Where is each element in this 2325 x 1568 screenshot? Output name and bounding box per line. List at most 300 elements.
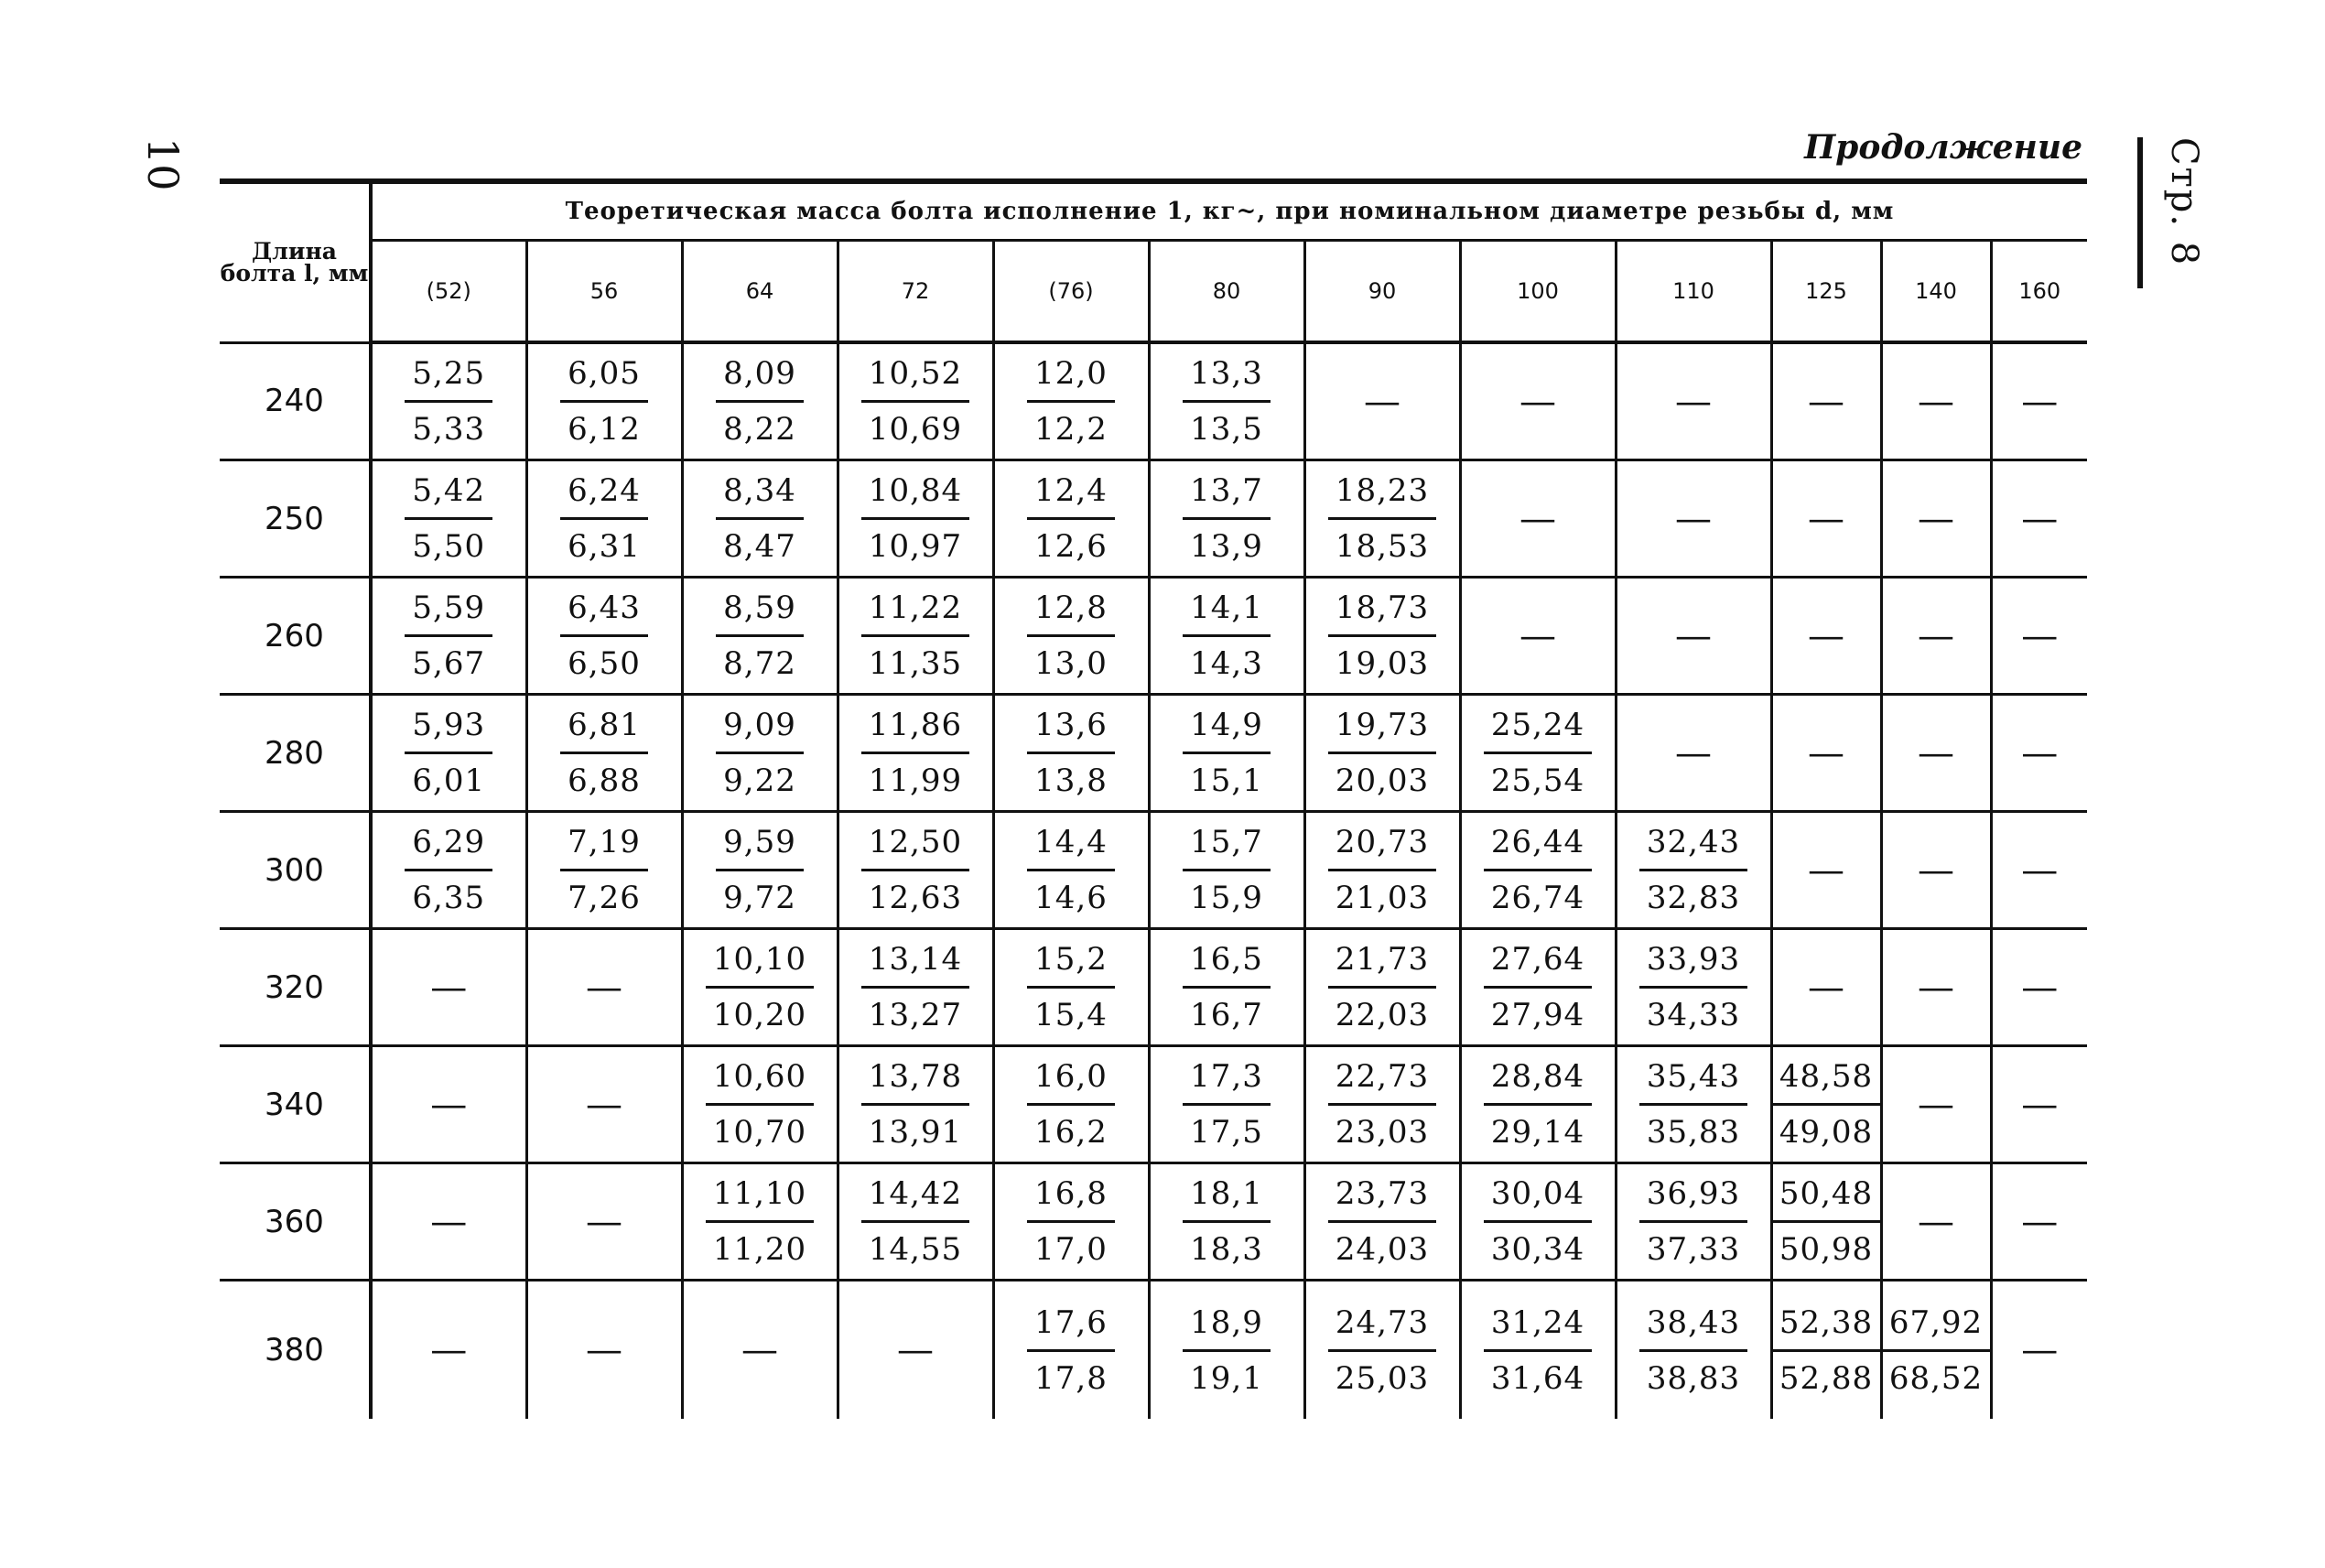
table-row bbox=[220, 695, 2087, 812]
mass-value-pair bbox=[1306, 581, 1459, 690]
mass-cell bbox=[1460, 812, 1616, 929]
mass-cell bbox=[526, 1163, 682, 1281]
mass-value-lower: 14,55 bbox=[868, 1231, 963, 1268]
mass-value-lower: 11,35 bbox=[868, 645, 963, 682]
empty-value-dash: — bbox=[2021, 614, 2059, 657]
diameter-header: (76) bbox=[993, 241, 1149, 343]
mass-cell bbox=[1771, 460, 1881, 578]
mass-value-lower: 16,7 bbox=[1190, 997, 1263, 1033]
mass-cell bbox=[1616, 812, 1771, 929]
bolt-length-cell: 320 bbox=[220, 929, 371, 1046]
mass-value-pair bbox=[1306, 464, 1459, 573]
mass-value-upper: 6,29 bbox=[405, 816, 492, 871]
mass-value-upper: 11,86 bbox=[861, 698, 969, 754]
mass-cell bbox=[1771, 578, 1881, 695]
mass-value-lower: 49,08 bbox=[1779, 1114, 1874, 1151]
mass-value-upper: 13,7 bbox=[1183, 464, 1271, 520]
mass-value-pair bbox=[373, 347, 525, 456]
empty-value-dash: — bbox=[2021, 497, 2059, 540]
mass-value-lower: 17,5 bbox=[1190, 1114, 1263, 1151]
mass-value-upper: 14,1 bbox=[1183, 581, 1271, 637]
mass-cell bbox=[1616, 1281, 1771, 1420]
mass-value-pair bbox=[1151, 816, 1303, 925]
diameter-header: 90 bbox=[1304, 241, 1460, 343]
mass-value-pair bbox=[1306, 698, 1459, 807]
mass-value-lower: 31,64 bbox=[1490, 1359, 1585, 1397]
mass-value-lower: 18,3 bbox=[1190, 1231, 1263, 1268]
mass-value-upper: 11,10 bbox=[706, 1167, 814, 1223]
mass-value-upper: 18,9 bbox=[1183, 1296, 1271, 1352]
mass-value-lower: 22,03 bbox=[1335, 997, 1430, 1033]
mass-value-pair bbox=[1151, 1296, 1303, 1405]
mass-cell bbox=[1991, 1281, 2087, 1420]
mass-cell bbox=[1460, 1281, 1616, 1420]
mass-cell bbox=[1304, 1163, 1460, 1281]
mass-value-lower: 15,9 bbox=[1190, 880, 1263, 916]
empty-value-dash: — bbox=[1675, 380, 1712, 423]
mass-value-pair bbox=[995, 1167, 1148, 1276]
mass-value-lower: 12,2 bbox=[1034, 411, 1108, 448]
mass-value-lower: 68,52 bbox=[1888, 1359, 1984, 1397]
mass-value-pair bbox=[1617, 1167, 1770, 1276]
mass-cell bbox=[682, 460, 838, 578]
mass-value-upper: 7,19 bbox=[560, 816, 648, 871]
table-row bbox=[220, 342, 2087, 460]
empty-value-dash: — bbox=[1808, 731, 1844, 774]
mass-value-pair bbox=[684, 1167, 837, 1276]
mass-cell bbox=[526, 812, 682, 929]
mass-value-lower: 13,91 bbox=[868, 1114, 963, 1151]
mass-value-pair bbox=[839, 464, 992, 573]
mass-value-pair bbox=[684, 816, 837, 925]
mass-cell bbox=[993, 1281, 1149, 1420]
mass-value-lower: 50,98 bbox=[1779, 1231, 1874, 1268]
mass-cell bbox=[526, 1281, 682, 1420]
mass-value-pair bbox=[995, 1050, 1148, 1159]
mass-cell bbox=[993, 342, 1149, 460]
mass-value-pair bbox=[1462, 1167, 1615, 1276]
mass-value-pair bbox=[684, 347, 837, 456]
empty-value-dash: — bbox=[2021, 1200, 2059, 1243]
mass-value-upper: 24,73 bbox=[1328, 1296, 1436, 1352]
mass-cell bbox=[1771, 695, 1881, 812]
mass-cell bbox=[838, 342, 993, 460]
mass-value-lower: 7,26 bbox=[568, 880, 641, 916]
mass-cell bbox=[1149, 1046, 1304, 1163]
mass-value-lower: 15,4 bbox=[1034, 997, 1108, 1033]
bolt-mass-table bbox=[220, 178, 2087, 1419]
mass-value-pair bbox=[1462, 1050, 1615, 1159]
mass-value-upper: 26,44 bbox=[1484, 816, 1592, 871]
mass-cell bbox=[1616, 1046, 1771, 1163]
mass-value-pair bbox=[528, 698, 681, 807]
mass-value-lower: 29,14 bbox=[1490, 1114, 1585, 1151]
mass-cell bbox=[1881, 342, 1991, 460]
table-body bbox=[220, 342, 2087, 1419]
mass-cell bbox=[1460, 578, 1616, 695]
mass-value-pair bbox=[1306, 816, 1459, 925]
mass-value-lower: 27,94 bbox=[1490, 997, 1585, 1033]
mass-cell bbox=[1616, 929, 1771, 1046]
mass-cell bbox=[1616, 695, 1771, 812]
mass-cell bbox=[1460, 460, 1616, 578]
mass-cell bbox=[682, 1163, 838, 1281]
empty-value-dash: — bbox=[2021, 1329, 2059, 1371]
mass-value-upper: 16,8 bbox=[1027, 1167, 1115, 1223]
diameter-header: 140 bbox=[1881, 241, 1991, 343]
mass-cell bbox=[838, 929, 993, 1046]
mass-value-upper: 33,93 bbox=[1639, 933, 1747, 989]
mass-value-pair bbox=[1306, 1167, 1459, 1276]
mass-value-pair bbox=[684, 698, 837, 807]
diameter-header: 125 bbox=[1771, 241, 1881, 343]
mass-cell bbox=[993, 1046, 1149, 1163]
mass-cell bbox=[1304, 460, 1460, 578]
mass-value-lower: 6,88 bbox=[568, 762, 641, 799]
mass-value-pair bbox=[995, 933, 1148, 1042]
empty-value-dash: — bbox=[586, 1329, 622, 1371]
mass-value-upper: 8,59 bbox=[716, 581, 804, 637]
empty-value-dash: — bbox=[897, 1329, 934, 1371]
mass-value-pair bbox=[684, 1050, 837, 1159]
mass-cell bbox=[993, 578, 1149, 695]
table-row bbox=[220, 929, 2087, 1046]
mass-value-lower: 5,67 bbox=[412, 645, 486, 682]
mass-value-pair bbox=[528, 347, 681, 456]
mass-cell bbox=[838, 460, 993, 578]
empty-value-dash: — bbox=[430, 1329, 468, 1371]
mass-value-lower: 19,1 bbox=[1190, 1359, 1263, 1397]
mass-cell bbox=[371, 578, 526, 695]
mass-value-lower: 25,03 bbox=[1335, 1359, 1430, 1397]
mass-value-lower: 10,70 bbox=[712, 1114, 807, 1151]
mass-value-lower: 30,34 bbox=[1490, 1231, 1585, 1268]
mass-value-upper: 10,84 bbox=[861, 464, 969, 520]
empty-value-dash: — bbox=[2021, 849, 2059, 892]
empty-value-dash: — bbox=[2021, 966, 2059, 1009]
mass-cell bbox=[1460, 1163, 1616, 1281]
mass-cell bbox=[682, 695, 838, 812]
mass-value-upper: 20,73 bbox=[1328, 816, 1436, 871]
mass-value-lower: 13,0 bbox=[1034, 645, 1108, 682]
mass-value-upper: 5,25 bbox=[405, 347, 492, 403]
mass-cell bbox=[1771, 1046, 1881, 1163]
mass-value-lower: 6,12 bbox=[568, 411, 641, 448]
mass-cell bbox=[1771, 1163, 1881, 1281]
mass-value-pair bbox=[373, 698, 525, 807]
mass-value-lower: 37,33 bbox=[1646, 1231, 1741, 1268]
mass-value-pair bbox=[528, 816, 681, 925]
mass-value-lower: 13,27 bbox=[868, 997, 963, 1033]
mass-value-upper: 9,09 bbox=[716, 698, 804, 754]
mass-value-lower: 11,99 bbox=[868, 762, 963, 799]
mass-value-lower: 11,20 bbox=[712, 1231, 807, 1268]
mass-value-lower: 10,97 bbox=[868, 528, 963, 565]
mass-cell bbox=[1304, 578, 1460, 695]
mass-cell bbox=[1616, 1163, 1771, 1281]
mass-value-upper: 13,14 bbox=[861, 933, 969, 989]
mass-cell bbox=[526, 929, 682, 1046]
mass-value-pair bbox=[1151, 933, 1303, 1042]
mass-value-pair bbox=[1151, 347, 1303, 456]
mass-cell bbox=[1149, 695, 1304, 812]
mass-cell bbox=[1616, 460, 1771, 578]
mass-value-upper: 35,43 bbox=[1639, 1050, 1747, 1106]
mass-value-upper: 14,42 bbox=[861, 1167, 969, 1223]
page-number: 10 bbox=[138, 137, 188, 191]
empty-value-dash: — bbox=[1918, 1200, 1954, 1243]
mass-cell bbox=[526, 1046, 682, 1163]
mass-value-upper: 13,6 bbox=[1027, 698, 1115, 754]
diameter-header-row bbox=[220, 241, 2087, 343]
mass-value-upper: 15,7 bbox=[1183, 816, 1271, 871]
mass-value-pair bbox=[373, 464, 525, 573]
mass-cell bbox=[993, 1163, 1149, 1281]
mass-value-lower: 6,50 bbox=[568, 645, 641, 682]
mass-value-upper: 9,59 bbox=[716, 816, 804, 871]
mass-value-upper: 14,4 bbox=[1027, 816, 1115, 871]
empty-value-dash: — bbox=[1918, 497, 1954, 540]
mass-cell bbox=[371, 460, 526, 578]
table-row bbox=[220, 460, 2087, 578]
empty-value-dash: — bbox=[1918, 966, 1954, 1009]
empty-value-dash: — bbox=[2021, 731, 2059, 774]
bolt-length-cell: 300 bbox=[220, 812, 371, 929]
mass-cell bbox=[838, 812, 993, 929]
mass-cell bbox=[371, 342, 526, 460]
mass-value-pair bbox=[1462, 698, 1615, 807]
empty-value-dash: — bbox=[430, 966, 468, 1009]
bolt-length-cell: 340 bbox=[220, 1046, 371, 1163]
mass-value-pair bbox=[1306, 1050, 1459, 1159]
mass-value-upper: 5,93 bbox=[405, 698, 492, 754]
mass-value-pair bbox=[995, 464, 1148, 573]
mass-cell bbox=[371, 812, 526, 929]
bolt-length-cell: 250 bbox=[220, 460, 371, 578]
mass-value-upper: 6,43 bbox=[560, 581, 648, 637]
mass-cell bbox=[526, 342, 682, 460]
mass-value-pair bbox=[373, 581, 525, 690]
continuation-label: Продолжение bbox=[1804, 128, 2082, 167]
empty-value-dash: — bbox=[430, 1200, 468, 1243]
mass-value-lower: 16,2 bbox=[1034, 1114, 1108, 1151]
mass-cell bbox=[838, 1281, 993, 1420]
mass-value-upper: 25,24 bbox=[1484, 698, 1592, 754]
mass-cell bbox=[371, 1163, 526, 1281]
mass-value-lower: 20,03 bbox=[1335, 762, 1430, 799]
mass-cell bbox=[1881, 695, 1991, 812]
mass-value-pair bbox=[995, 347, 1148, 456]
mass-cell bbox=[1881, 460, 1991, 578]
mass-value-lower: 25,54 bbox=[1490, 762, 1585, 799]
mass-value-upper: 18,73 bbox=[1328, 581, 1436, 637]
empty-value-dash: — bbox=[2021, 1083, 2059, 1126]
mass-value-upper: 30,04 bbox=[1484, 1167, 1592, 1223]
mass-value-lower: 52,88 bbox=[1779, 1359, 1874, 1397]
mass-cell bbox=[1304, 1046, 1460, 1163]
mass-value-upper: 19,73 bbox=[1328, 698, 1436, 754]
empty-value-dash: — bbox=[1519, 380, 1556, 423]
mass-cell bbox=[1881, 812, 1991, 929]
empty-value-dash: — bbox=[1918, 849, 1954, 892]
mass-value-pair bbox=[1617, 1050, 1770, 1159]
mass-cell bbox=[526, 578, 682, 695]
table-row bbox=[220, 812, 2087, 929]
mass-value-lower: 13,8 bbox=[1034, 762, 1108, 799]
mass-cell bbox=[1149, 1163, 1304, 1281]
empty-value-dash: — bbox=[1675, 497, 1712, 540]
bolt-length-cell: 280 bbox=[220, 695, 371, 812]
mass-value-lower: 14,3 bbox=[1190, 645, 1263, 682]
mass-value-upper: 17,3 bbox=[1183, 1050, 1271, 1106]
mass-value-pair bbox=[1151, 1050, 1303, 1159]
mass-cell bbox=[682, 929, 838, 1046]
mass-value-upper: 27,64 bbox=[1484, 933, 1592, 989]
mass-cell bbox=[1771, 812, 1881, 929]
mass-value-pair bbox=[839, 347, 992, 456]
mass-value-lower: 10,20 bbox=[712, 997, 807, 1033]
mass-cell bbox=[838, 1046, 993, 1163]
mass-value-pair bbox=[1462, 933, 1615, 1042]
mass-value-upper: 10,10 bbox=[706, 933, 814, 989]
mass-value-lower: 34,33 bbox=[1646, 997, 1741, 1033]
mass-cell bbox=[1149, 578, 1304, 695]
mass-value-pair bbox=[1617, 1296, 1770, 1405]
mass-cell bbox=[1881, 929, 1991, 1046]
mass-value-pair bbox=[1151, 698, 1303, 807]
empty-value-dash: — bbox=[1918, 1083, 1954, 1126]
mass-cell bbox=[1991, 342, 2087, 460]
mass-cell bbox=[526, 460, 682, 578]
mass-value-lower: 17,8 bbox=[1034, 1359, 1108, 1397]
empty-value-dash: — bbox=[586, 1083, 622, 1126]
mass-value-pair bbox=[1462, 816, 1615, 925]
mass-value-lower: 6,31 bbox=[568, 528, 641, 565]
empty-value-dash: — bbox=[1808, 849, 1844, 892]
mass-value-upper: 13,78 bbox=[861, 1050, 969, 1106]
diameter-header: 100 bbox=[1460, 241, 1616, 343]
mass-value-pair bbox=[1617, 816, 1770, 925]
mass-value-lower: 32,83 bbox=[1646, 880, 1741, 916]
length-column-header: Длина болта l, мм bbox=[220, 181, 371, 342]
mass-cell bbox=[1881, 1281, 1991, 1420]
mass-value-pair bbox=[995, 698, 1148, 807]
mass-cell bbox=[1149, 929, 1304, 1046]
mass-value-upper: 22,73 bbox=[1328, 1050, 1436, 1106]
mass-value-pair bbox=[1306, 1296, 1459, 1405]
empty-value-dash: — bbox=[1808, 497, 1844, 540]
mass-cell bbox=[1304, 929, 1460, 1046]
mass-value-upper: 6,24 bbox=[560, 464, 648, 520]
empty-value-dash: — bbox=[586, 966, 622, 1009]
mass-value-pair bbox=[839, 581, 992, 690]
mass-value-upper: 31,24 bbox=[1484, 1296, 1592, 1352]
mass-value-pair bbox=[839, 698, 992, 807]
mass-value-upper: 5,59 bbox=[405, 581, 492, 637]
mass-cell bbox=[1991, 1046, 2087, 1163]
mass-value-pair bbox=[995, 816, 1148, 925]
mass-value-lower: 6,35 bbox=[412, 880, 486, 916]
mass-cell bbox=[1881, 1046, 1991, 1163]
mass-value-pair bbox=[839, 1167, 992, 1276]
mass-cell bbox=[682, 342, 838, 460]
mass-cell bbox=[1149, 812, 1304, 929]
mass-value-pair bbox=[1773, 1167, 1880, 1276]
mass-value-upper: 10,52 bbox=[861, 347, 969, 403]
mass-cell bbox=[993, 929, 1149, 1046]
mass-cell bbox=[1460, 695, 1616, 812]
mass-value-upper: 17,6 bbox=[1027, 1296, 1115, 1352]
empty-value-dash: — bbox=[1918, 380, 1954, 423]
mass-value-upper: 12,0 bbox=[1027, 347, 1115, 403]
mass-cell bbox=[993, 812, 1149, 929]
mass-value-pair bbox=[839, 816, 992, 925]
mass-value-lower: 35,83 bbox=[1646, 1114, 1741, 1151]
mass-cell bbox=[1881, 1163, 1991, 1281]
diameter-header: 64 bbox=[682, 241, 838, 343]
mass-value-upper: 16,5 bbox=[1183, 933, 1271, 989]
mass-cell bbox=[1991, 695, 2087, 812]
mass-value-upper: 21,73 bbox=[1328, 933, 1436, 989]
mass-value-upper: 12,4 bbox=[1027, 464, 1115, 520]
mass-cell bbox=[1616, 578, 1771, 695]
mass-cell bbox=[682, 812, 838, 929]
mass-value-pair bbox=[684, 933, 837, 1042]
mass-value-pair bbox=[995, 1296, 1148, 1405]
mass-value-lower: 8,72 bbox=[723, 645, 796, 682]
mass-value-upper: 6,05 bbox=[560, 347, 648, 403]
empty-value-dash: — bbox=[586, 1200, 622, 1243]
mass-value-upper: 6,81 bbox=[560, 698, 648, 754]
empty-value-dash: — bbox=[1519, 614, 1556, 657]
empty-value-dash: — bbox=[1808, 380, 1844, 423]
mass-cell bbox=[1304, 1281, 1460, 1420]
empty-value-dash: — bbox=[1364, 380, 1400, 423]
mass-value-upper: 15,2 bbox=[1027, 933, 1115, 989]
mass-cell bbox=[1771, 1281, 1881, 1420]
mass-value-lower: 9,72 bbox=[723, 880, 796, 916]
empty-value-dash: — bbox=[2021, 380, 2059, 423]
mass-value-pair bbox=[839, 1050, 992, 1159]
mass-value-upper: 5,42 bbox=[405, 464, 492, 520]
mass-cell bbox=[371, 1281, 526, 1420]
mass-value-pair bbox=[1151, 581, 1303, 690]
bolt-length-cell: 240 bbox=[220, 342, 371, 460]
mass-cell bbox=[838, 578, 993, 695]
mass-value-pair bbox=[373, 816, 525, 925]
mass-value-upper: 12,8 bbox=[1027, 581, 1115, 637]
mass-value-upper: 18,23 bbox=[1328, 464, 1436, 520]
mass-value-lower: 15,1 bbox=[1190, 762, 1263, 799]
mass-value-lower: 12,6 bbox=[1034, 528, 1108, 565]
mass-value-upper: 14,9 bbox=[1183, 698, 1271, 754]
mass-value-upper: 52,38 bbox=[1772, 1296, 1880, 1352]
mass-value-lower: 23,03 bbox=[1335, 1114, 1430, 1151]
mass-cell bbox=[371, 695, 526, 812]
bolt-length-cell: 260 bbox=[220, 578, 371, 695]
mass-value-lower: 6,01 bbox=[412, 762, 486, 799]
mass-value-pair bbox=[684, 581, 837, 690]
mass-value-pair bbox=[1617, 933, 1770, 1042]
mass-cell bbox=[1460, 1046, 1616, 1163]
table-row bbox=[220, 1163, 2087, 1281]
empty-value-dash: — bbox=[1519, 497, 1556, 540]
empty-value-dash: — bbox=[741, 1329, 778, 1371]
mass-value-upper: 38,43 bbox=[1639, 1296, 1747, 1352]
mass-cell bbox=[1771, 929, 1881, 1046]
empty-value-dash: — bbox=[1808, 614, 1844, 657]
mass-value-pair bbox=[1773, 1296, 1880, 1405]
